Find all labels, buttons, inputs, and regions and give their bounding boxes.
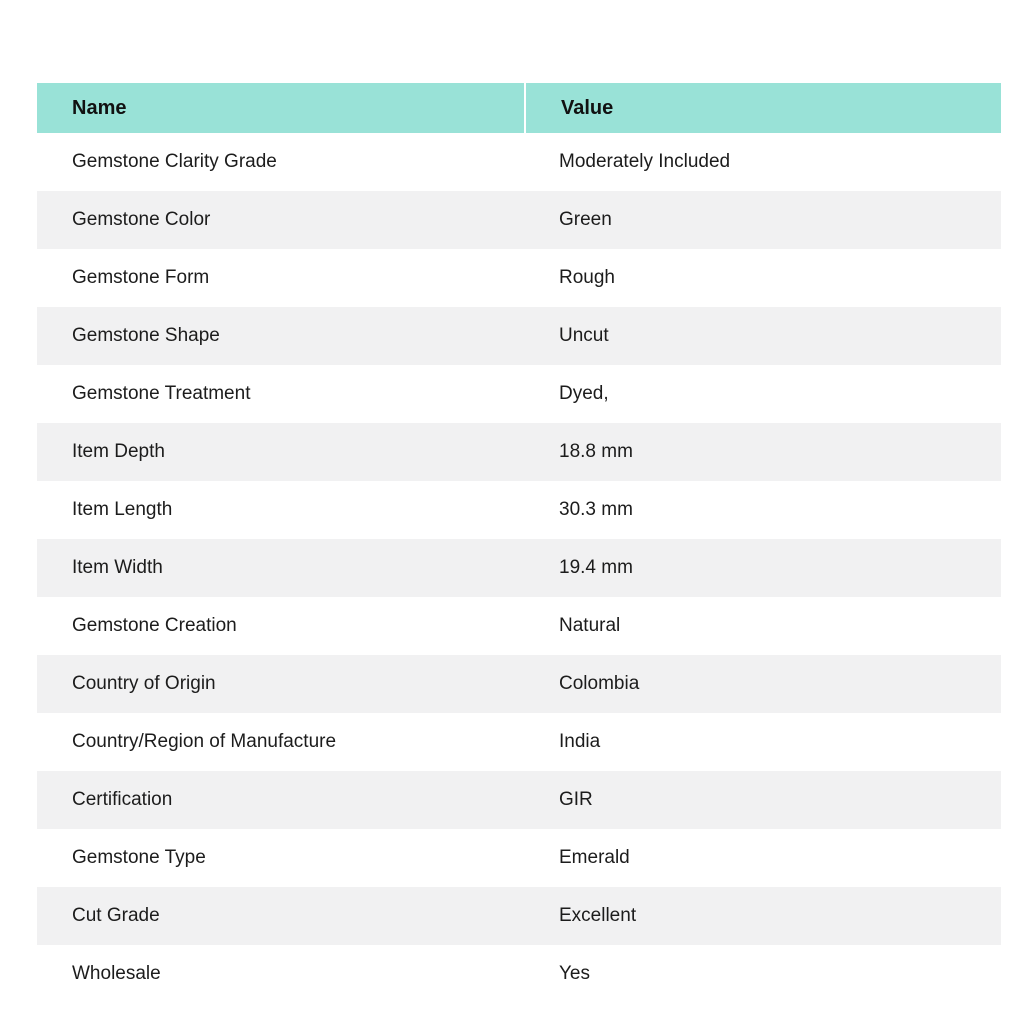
- spec-name: Wholesale: [72, 963, 161, 984]
- spec-name: Gemstone Creation: [72, 615, 237, 636]
- spec-value: Colombia: [559, 673, 640, 694]
- table-row: [37, 945, 1001, 1003]
- spec-name: Country of Origin: [72, 673, 216, 694]
- table-row: [37, 655, 1001, 713]
- spec-name: Item Width: [72, 557, 163, 578]
- spec-value: 18.8 mm: [559, 441, 633, 462]
- spec-value: 30.3 mm: [559, 499, 633, 520]
- table-row: [37, 597, 1001, 655]
- table-row: [37, 249, 1001, 307]
- spec-value: Rough: [559, 267, 615, 288]
- spec-value: Excellent: [559, 905, 637, 926]
- spec-value: Emerald: [559, 847, 630, 868]
- spec-name: Item Depth: [72, 441, 165, 462]
- spec-name: Gemstone Type: [72, 847, 206, 868]
- table-row: [37, 133, 1001, 191]
- table-body: [37, 133, 1001, 1003]
- table-row: [37, 307, 1001, 365]
- item-specifics-table: [37, 83, 1001, 1003]
- table-row: [37, 365, 1001, 423]
- spec-name: Gemstone Color: [72, 209, 211, 230]
- table-row: [37, 539, 1001, 597]
- spec-value: Uncut: [559, 325, 609, 346]
- spec-name: Cut Grade: [72, 905, 160, 926]
- spec-value: India: [559, 731, 601, 752]
- spec-value: Moderately Included: [559, 151, 731, 172]
- spec-name: Gemstone Form: [72, 267, 210, 288]
- spec-value: 19.4 mm: [559, 557, 633, 578]
- table-row: [37, 481, 1001, 539]
- table-row: [37, 771, 1001, 829]
- spec-value: Natural: [559, 615, 621, 636]
- header-name: Name: [37, 83, 524, 133]
- table-header-row: [37, 83, 1001, 133]
- table-row: [37, 887, 1001, 945]
- spec-name: Item Length: [72, 499, 173, 520]
- spec-name: Certification: [72, 789, 173, 810]
- spec-value: Dyed,: [559, 383, 609, 404]
- spec-value: Yes: [559, 963, 590, 984]
- spec-name: Country/Region of Manufacture: [72, 731, 337, 752]
- table-row: [37, 829, 1001, 887]
- table-row: [37, 191, 1001, 249]
- spec-value: GIR: [559, 789, 593, 810]
- spec-name: Gemstone Clarity Grade: [72, 151, 277, 172]
- table-row: [37, 713, 1001, 771]
- spec-value: Green: [559, 209, 612, 230]
- spec-name: Gemstone Treatment: [72, 383, 251, 404]
- spec-name: Gemstone Shape: [72, 325, 220, 346]
- header-value: Value: [526, 83, 1001, 133]
- table-row: [37, 423, 1001, 481]
